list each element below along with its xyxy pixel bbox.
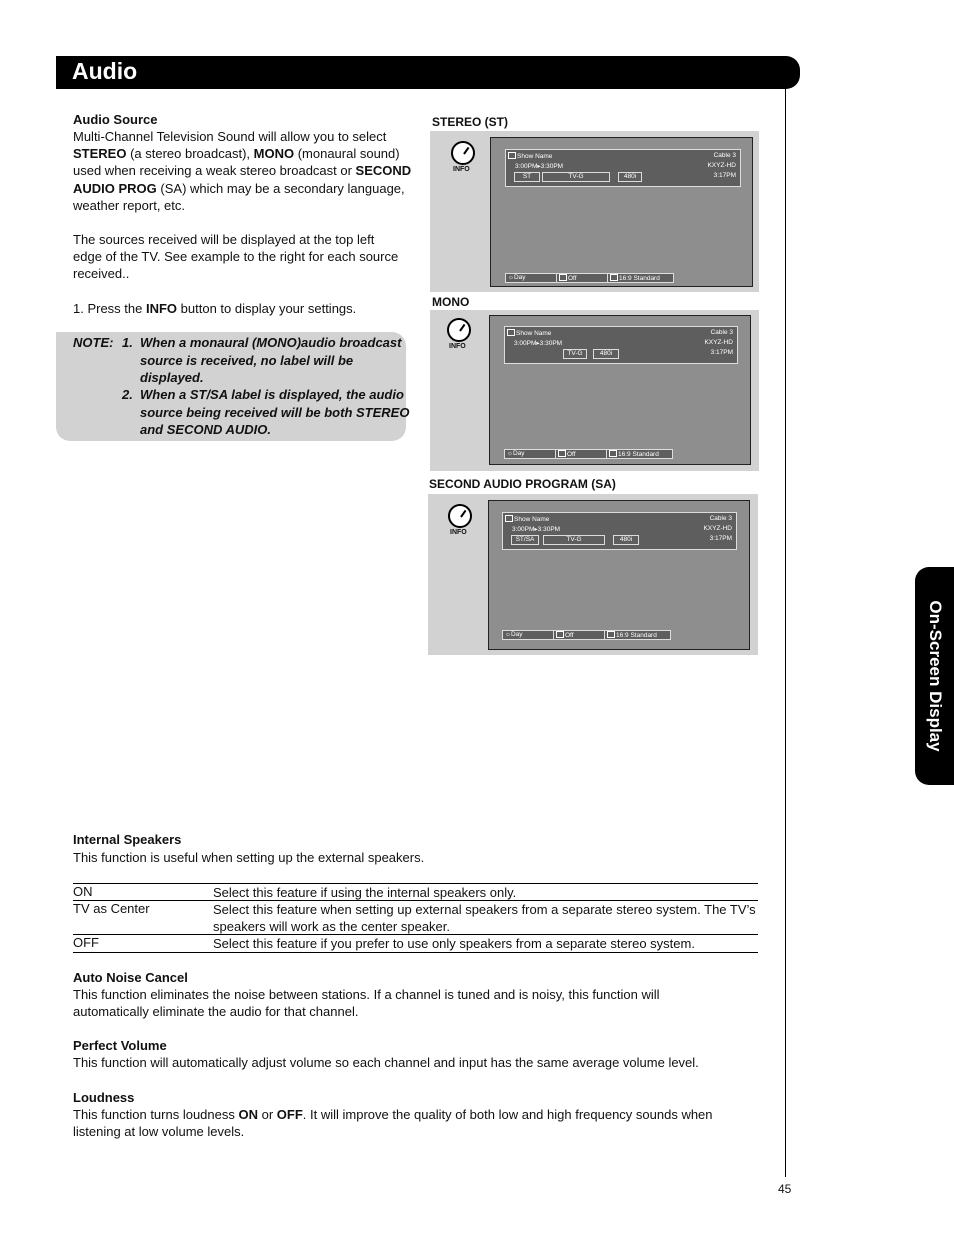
aspect-text: 16:9 Standard [616, 632, 657, 639]
rating-label: TV-G [563, 349, 587, 359]
day-icon: ☼ [507, 450, 513, 457]
clock-text: 3:17PM [709, 535, 732, 542]
note-item2-num: 2. [122, 387, 133, 402]
station-text: KXYZ-HD [707, 162, 736, 169]
tv-screen [488, 500, 750, 650]
info-label: INFO [453, 166, 470, 173]
text-run: button to display your settings. [177, 301, 357, 316]
emphasis-text: OFF [276, 1107, 303, 1122]
loudness-heading: Loudness [73, 1090, 135, 1105]
emphasis-text: SECOND AUDIO PROG [73, 163, 412, 196]
note-item1: When a monaural (MONO)audio broadcast source is received, no label will be displayed. [140, 335, 402, 385]
day-icon: ☼ [505, 631, 511, 638]
page-number: 45 [778, 1182, 792, 1196]
show-time: 3:00PM▸3:30PM [514, 340, 563, 347]
station-text: KXYZ-HD [703, 525, 732, 532]
settings-bar [505, 273, 674, 283]
table-row-option: TV as Center [73, 901, 150, 916]
emphasis-text: STEREO [73, 146, 127, 162]
panel-label-stereo: STEREO (ST) [432, 115, 509, 129]
info-knob-icon [447, 318, 471, 342]
day-text: Day [510, 631, 523, 638]
cable-text: Cable 3 [710, 329, 733, 336]
show-name: Show Name [514, 516, 550, 523]
table-row-desc: Select this feature when setting up external speakers from a separate stereo system. The TV’s speakers will work as the center speaker. [213, 902, 756, 934]
off-text: Off [568, 275, 577, 282]
internal-speakers-desc: This function is useful when setting up the external speakers. [73, 850, 425, 865]
info-label: INFO [449, 343, 466, 350]
panel-label-sap: SECOND AUDIO PROGRAM (SA) [429, 477, 616, 491]
panel-label-mono: MONO [432, 295, 470, 309]
auto-noise-heading: Auto Noise Cancel [73, 970, 188, 985]
loudness-desc [73, 1106, 758, 1140]
caption-icon [556, 631, 564, 638]
caption-icon [559, 274, 567, 281]
show-name: Show Name [517, 153, 553, 160]
audio-label: ST [514, 172, 540, 182]
info-banner [504, 326, 738, 364]
audio-source-para2: The sources received will be displayed at the top left edge of the TV. See example to the right for each source received.. [73, 232, 399, 282]
emphasis-text: ON [238, 1107, 258, 1122]
emphasis-text: INFO [145, 301, 178, 316]
internal-speakers-heading: Internal Speakers [73, 832, 182, 847]
resolution-label: 480i [613, 535, 639, 545]
station-text: KXYZ-HD [704, 339, 733, 346]
aspect-icon [610, 274, 618, 281]
settings-bar [502, 630, 671, 640]
audio-source-heading: Audio Source [73, 112, 158, 127]
off-text: Off [565, 632, 574, 639]
rating-label: TV-G [543, 535, 605, 545]
table-rule [73, 952, 758, 953]
text-run: This function turns loudness [73, 1107, 239, 1122]
section-tab-label: On-Screen Display [925, 600, 945, 752]
resolution-label: 480i [618, 172, 642, 182]
perfect-volume-desc: This function will automatically adjust volume so each channel and input has the same average volume level. [73, 1055, 699, 1070]
clock-text: 3:17PM [713, 172, 736, 179]
table-row-option: OFF [73, 935, 99, 950]
text-run: (a stereo broadcast), [126, 146, 254, 162]
table-row-desc: Select this feature if using the internal speakers only. [213, 885, 517, 900]
info-knob-icon [451, 141, 475, 165]
day-text: Day [513, 274, 526, 281]
table-row-option: ON [73, 884, 93, 899]
text-run: (monaural sound) used when receiving a weak stereo broadcast or [73, 146, 400, 179]
day-icon: ☼ [508, 274, 514, 281]
cable-text: Cable 3 [713, 152, 736, 159]
panel-sap [428, 494, 758, 655]
audio-label: ST/SA [511, 535, 539, 545]
clock-text: 3:17PM [710, 349, 733, 356]
panel-mono [430, 310, 759, 471]
text-run: Multi-Channel Television Sound will allow you to select [73, 129, 387, 144]
cable-text: Cable 3 [709, 515, 732, 522]
audio-source-step [73, 300, 413, 317]
show-time: 3:00PM▸3:30PM [512, 526, 561, 533]
show-name: Show Name [516, 330, 552, 337]
square-icon [505, 515, 513, 522]
aspect-icon [607, 631, 615, 638]
caption-icon [558, 450, 566, 457]
show-time: 3:00PM▸3:30PM [515, 163, 564, 170]
note-label: NOTE: [73, 335, 114, 350]
day-text: Day [512, 450, 525, 457]
tv-screen [490, 137, 753, 287]
info-banner [502, 512, 737, 550]
audio-source-para1 [73, 128, 418, 214]
text-run: or [257, 1107, 277, 1122]
rating-label: TV-G [542, 172, 610, 182]
table-row-desc: Select this feature if you prefer to use only speakers from a separate stereo system. [213, 936, 695, 951]
text-run: . It will improve the quality of both low and high frequency sounds when listening at low volume levels. [73, 1107, 713, 1140]
tv-screen [489, 315, 751, 465]
aspect-text: 16:9 Standard [619, 275, 660, 282]
info-banner [505, 149, 741, 187]
panel-stereo [430, 131, 759, 292]
settings-bar [504, 449, 673, 459]
square-icon [508, 152, 516, 159]
aspect-icon [609, 450, 617, 457]
square-icon [507, 329, 515, 336]
note-item1-num: 1. [122, 335, 133, 350]
info-knob-icon [448, 504, 472, 528]
section-tab [915, 567, 954, 785]
aspect-text: 16:9 Standard [618, 451, 659, 458]
text-run: (SA) which may be a secondary language, weather report, etc. [73, 180, 405, 213]
note-item2: When a ST/SA label is displayed, the audio source being received will be both STEREO and SECOND AUDIO. [140, 387, 410, 437]
off-text: Off [567, 451, 576, 458]
text-run: 1. Press the [73, 301, 146, 316]
perfect-volume-heading: Perfect Volume [73, 1038, 167, 1053]
emphasis-text: MONO [253, 146, 295, 162]
vertical-rule [785, 89, 786, 1177]
title-bar [56, 56, 800, 89]
auto-noise-desc: This function eliminates the noise between stations. If a channel is tuned and is noisy, this function will automatically eliminate the audio for that channel. [73, 987, 660, 1020]
info-label: INFO [450, 529, 467, 536]
page-title: Audio [72, 58, 138, 84]
resolution-label: 480i [593, 349, 619, 359]
